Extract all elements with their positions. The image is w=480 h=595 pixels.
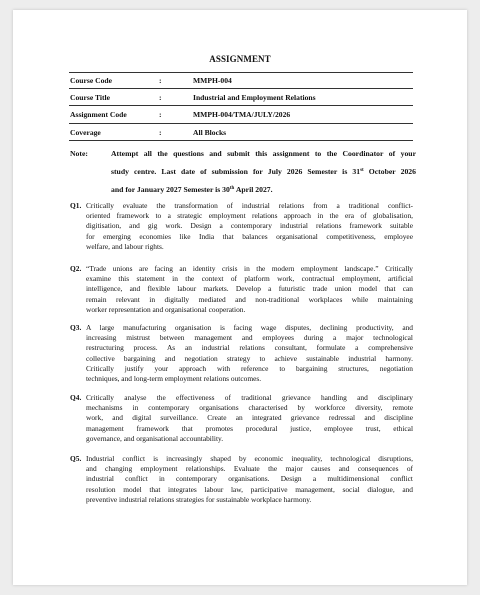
info-label: Course Code — [70, 76, 112, 85]
row-divider — [69, 123, 413, 124]
question-line: examine this statement in the context of platform work, contractual employment, artificial — [86, 274, 413, 284]
question-line: work, and digital surveillance. Create an integrated grievance redressal and discipline — [86, 413, 413, 423]
row-divider — [69, 88, 413, 89]
info-label: Coverage — [70, 128, 101, 137]
question-text — [86, 393, 413, 444]
question-line: remain relevant in digitally mediated and non-traditional workplaces while maintaining — [86, 294, 413, 304]
question-line: digitisation, and gig work. Design a contemporary industrial relations framework suitable — [86, 221, 413, 231]
question-line: management framework that promotes procedural justice, employee trust, ethical — [86, 423, 413, 433]
note-line-2: study centre. Last date of submission for July 2026 Semester is 31st October 2026 — [111, 167, 416, 176]
info-value: MMPH-004 — [193, 76, 232, 85]
row-divider — [69, 105, 413, 106]
question-line: Industrial conflict is increasingly shaped by economic inequality, technological disruptions, — [86, 454, 413, 463]
info-value: MMPH-004/TMA/JULY/2026 — [193, 110, 291, 119]
info-colon: : — [159, 110, 162, 119]
question-line: mechanisms in contemporary organisations characterised by workforce diversity, remote — [86, 403, 413, 413]
question-line: industrial conflict in contemporary organisations. Design a multidimensional conflict — [86, 474, 413, 484]
info-colon: : — [159, 76, 162, 85]
question-line: collective bargaining and negotiation strategy to achieve sustainable industrial harmony. — [86, 353, 413, 363]
question-text — [86, 264, 413, 315]
question-line: for emerging economies like India that balances organisational competitiveness, employee — [86, 231, 413, 241]
question-line: and changing employment relationships. Evaluate the major causes and consequences of — [86, 464, 413, 474]
question-number: Q4. — [70, 393, 82, 402]
note-text — [111, 145, 416, 199]
info-label: Assignment Code — [70, 110, 127, 119]
question-line: Critically analyse the effectiveness of traditional grievance handling and disciplinary — [86, 393, 413, 402]
question-line: techniques, and long-term employment relations outcomes. — [86, 373, 262, 383]
question-1 — [70, 201, 413, 252]
question-3 — [70, 323, 413, 384]
info-value: Industrial and Employment Relations — [193, 93, 316, 102]
question-line: increasing mistrust between management and employees during a major technological — [86, 333, 413, 343]
info-colon: : — [159, 93, 162, 102]
info-row-assignment-code — [70, 110, 413, 122]
question-number: Q2. — [70, 264, 82, 273]
question-number: Q3. — [70, 323, 82, 332]
question-text — [86, 454, 413, 505]
question-line: oriented framework to a strategic employment relations approach in the era of globalisation, — [86, 211, 413, 221]
assignment-page — [13, 10, 467, 585]
info-value: All Blocks — [193, 128, 227, 137]
question-line: preventive industrial relations strategies for sustainable workplace harmony. — [86, 494, 312, 504]
question-line: resolution model that integrates labour law, participative management, social dialogue, and — [86, 484, 413, 494]
question-line: intelligence, and flexible labour markets. Develop a futuristic trade union model that can — [86, 284, 413, 294]
question-line: welfare, and labour rights. — [86, 241, 164, 251]
question-2 — [70, 264, 413, 315]
question-number: Q1. — [70, 201, 82, 210]
note-label: Note: — [70, 149, 88, 158]
question-line: worker representation and organisational cooperation. — [86, 304, 246, 314]
question-4 — [70, 393, 413, 444]
info-row-course-code — [70, 76, 413, 88]
question-5 — [70, 454, 413, 505]
table-top-rule — [69, 72, 413, 73]
question-line: Critically justify your approach with reference to bargaining structures, negotiation — [86, 363, 413, 373]
question-line: “Trade unions are facing an identity crisis in the modern employment landscape.” Critically — [86, 264, 413, 273]
question-line: restructuring process. As an industrial relations consultant, formulate a comprehensive — [86, 343, 413, 353]
note-line-1: Attempt all the questions and submit this assignment to the Coordinator of your — [111, 149, 416, 158]
info-colon: : — [159, 128, 162, 137]
question-line: Critically evaluate the transformation of industrial relations from a traditional conflict- — [86, 201, 413, 210]
page-title: ASSIGNMENT — [209, 54, 271, 64]
question-line: governance, and organisational accountability. — [86, 433, 224, 443]
info-row-coverage — [70, 128, 413, 140]
note-line-3: and for January 2027 Semester is 30th April 2027. — [111, 185, 273, 194]
info-label: Course Title — [70, 93, 111, 102]
question-line: A large manufacturing organisation is facing wage disputes, declining productivity, and — [86, 323, 413, 332]
table-bottom-rule — [69, 140, 413, 141]
question-text — [86, 201, 413, 252]
question-number: Q5. — [70, 454, 82, 463]
info-row-course-title — [70, 93, 413, 105]
question-text — [86, 323, 413, 384]
